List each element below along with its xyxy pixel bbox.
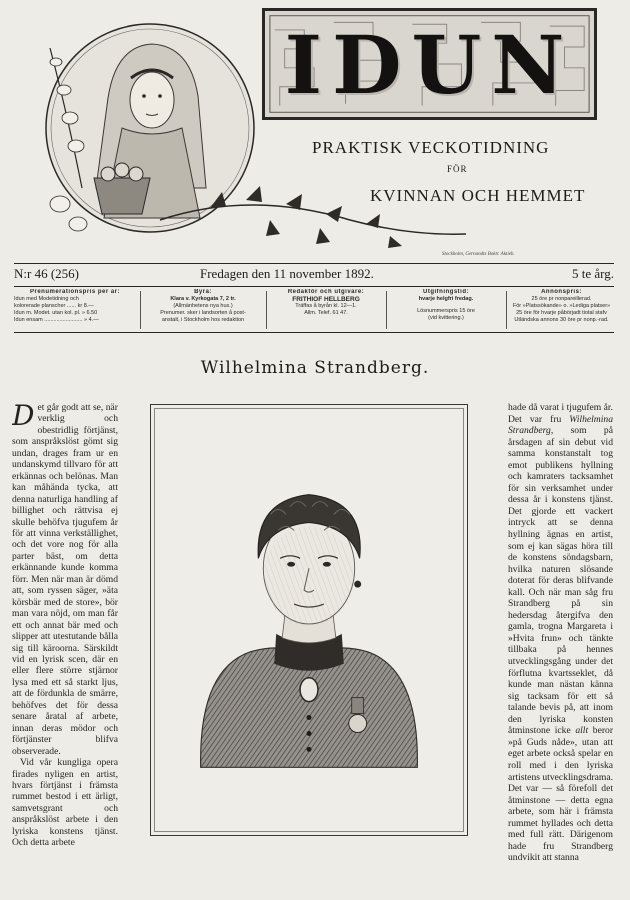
editor-line: Träffas å byrån kl. 12—1.	[295, 303, 357, 309]
office-info	[144, 289, 262, 331]
portrait-illustration	[150, 404, 468, 836]
printer-credit: Stockholm, Gernandts Boktr. Aktieb.	[442, 252, 515, 257]
article-emphasis: allt	[575, 725, 589, 737]
editor-line: Allm. Telef. 61 47.	[304, 310, 348, 316]
masthead-title-panel	[262, 8, 597, 120]
ad-price-heading: Annonspris:	[541, 289, 582, 295]
office-line: anstalt, i Stockholm hos redaktion	[161, 317, 245, 323]
article-subject-name: Wilhelmina Strandberg,	[508, 413, 613, 437]
subscription-info	[14, 289, 136, 331]
subscription-line: Idun m. Modet. utan kol. pl. » 6.50	[14, 310, 98, 316]
ad-price-line: 25 öre för hvarje påbörjadt tiotal stafv	[516, 310, 607, 316]
subtitle-for: FÖR	[447, 164, 468, 174]
editor-heading: Redaktör och utgivare:	[287, 289, 365, 295]
issue-year: 5 te årg.	[572, 266, 614, 281]
botanical-ornament	[150, 150, 470, 260]
article-left-column	[12, 402, 118, 872]
article-title: Wilhelmina Strandberg.	[200, 358, 430, 378]
ad-price-line: Utländska annons 30 öre pr nonp.-rad.	[514, 317, 609, 323]
info-strip	[14, 289, 614, 331]
portrait-inner-frame	[154, 408, 464, 832]
ad-price-line: För »Platssökande» o. »Lediga platser»	[512, 303, 611, 309]
article-paragraph	[12, 402, 118, 757]
ad-price-info	[509, 289, 614, 331]
publication-line: hvarje helgfri fredag.	[418, 296, 474, 302]
article-paragraph: Vid vår kungliga opera firades nyligen en artist, hvars förtjänst i främsta rummet bestod i ett ärligt, samvetsgrant och anspråkslöst arbete i den lyriska konstens tjänst. Och detta arbete	[12, 757, 118, 849]
office-line: (Allmänhetens nya hus.)	[173, 303, 233, 309]
office-heading: Byrå:	[194, 289, 212, 295]
issue-line	[14, 266, 614, 286]
info-separator	[386, 291, 387, 329]
subscription-line: Idun med Modetidning och	[14, 296, 79, 302]
drop-cap: D	[12, 402, 35, 432]
publication-info	[390, 289, 502, 331]
article-paragraph-text: et går godt att se, när verklig och obestridlig förtjänst, som anspråkslöst gömt sig undan, drages fram ur en undanskymd tillvaro för att erkännas och belönas. Man kan måhända tycka, att denna naturliga handling af billighet och rättvisa ej skulle behöfva tjugufem år för att vinna verkställighet, och det vore nog för alla parter bäst, om detta erkännande kunde komma förr. Men när man är dömd att, som ryssen säger, »äta körsbär med de store», bör man vara nöjd, om man får ett och annat bär med och slipper att utestutande bålla sig till käroorna. Särskildt vid en lyrisk scen, där en eller flere större stjärnor lysa med ett så starkt ljus, att de fördunkla de smärre, behöfves det för dessa senare åratal af arbete, innan deras mödor och förtjänster blifva observerade.	[12, 402, 118, 757]
publication-heading: Utgifningstid:	[423, 289, 469, 295]
issue-number: N:r 46 (256)	[14, 266, 79, 281]
divider-rule	[14, 286, 614, 287]
masthead-title: IDUN	[284, 18, 575, 112]
subtitle-line-2: KVINNAN OCH HEMMET	[370, 186, 586, 205]
divider-rule	[14, 263, 614, 264]
office-line: Prenumer. sker i landsorten å post-	[160, 310, 246, 316]
article-text: beror »på Guds nåde», utan att eget arbete också spelar en roll med i den lyriska artistens utvecklingsdrama. Det var — så förefoll det åtminstone — detta egna arbete, som här i främsta rummet hyllades och detta med full rätt. Därigenom hade fru Strandberg undvikit att stanna	[508, 725, 613, 864]
portrait-engraving	[155, 409, 463, 831]
article-text: som på årsdagen af sin debut vid samma konstanstalt tog emot publikens hyllning och kamraters tacksamhet för sin verksamhet under dessa år i konstens tjänst. Det gjorde ett vackert intryck att se denna hyllning ägnas en artist, som ej kan sägas höra till de konstens söndagsbarn, hvilka naturen slösande doterat för deras blifvande kall. Och när man såg fru Strandberg på sin hedersdag återgifva den gamla, trogna Margareta i »Hvita frun» och tänkte tillbaka på hennes utvecklingsgång under det förflutna kvartsseklet, då kunde man nästan känna sig tacksam för ett så talande bevis på, att inom den lyriska konsten åtminstone icke	[508, 425, 613, 737]
ad-price-line: 25 öre pr nonpareillerad.	[531, 296, 592, 302]
publication-price-note: (vid kvittering.)	[428, 315, 464, 321]
subscription-heading: Prenumerationspris per år:	[29, 289, 121, 295]
article-text: hade då varat i tjugufem år. Det var fru	[508, 402, 613, 425]
publication-price: Lösnummerspris 15 öre	[417, 308, 475, 314]
subscription-line: kolorerade planscher ...... kr 8.—	[14, 303, 94, 309]
office-line: Klara v. Kyrkogata 7, 2 tr.	[170, 296, 236, 302]
editor-info	[270, 289, 382, 331]
subscription-line: Idun ensam ......................... » 4.—	[14, 317, 99, 323]
editor-name: FRITHIOF HELLBERG	[292, 296, 360, 303]
subtitle-line-1: PRAKTISK VECKOTIDNING	[312, 138, 550, 157]
divider-rule	[14, 332, 614, 333]
info-separator	[140, 291, 141, 329]
article-paragraph	[508, 402, 613, 864]
article-right-column	[508, 402, 613, 892]
info-separator	[506, 291, 507, 329]
info-separator	[266, 291, 267, 329]
issue-date: Fredagen den 11 november 1892.	[200, 266, 374, 281]
